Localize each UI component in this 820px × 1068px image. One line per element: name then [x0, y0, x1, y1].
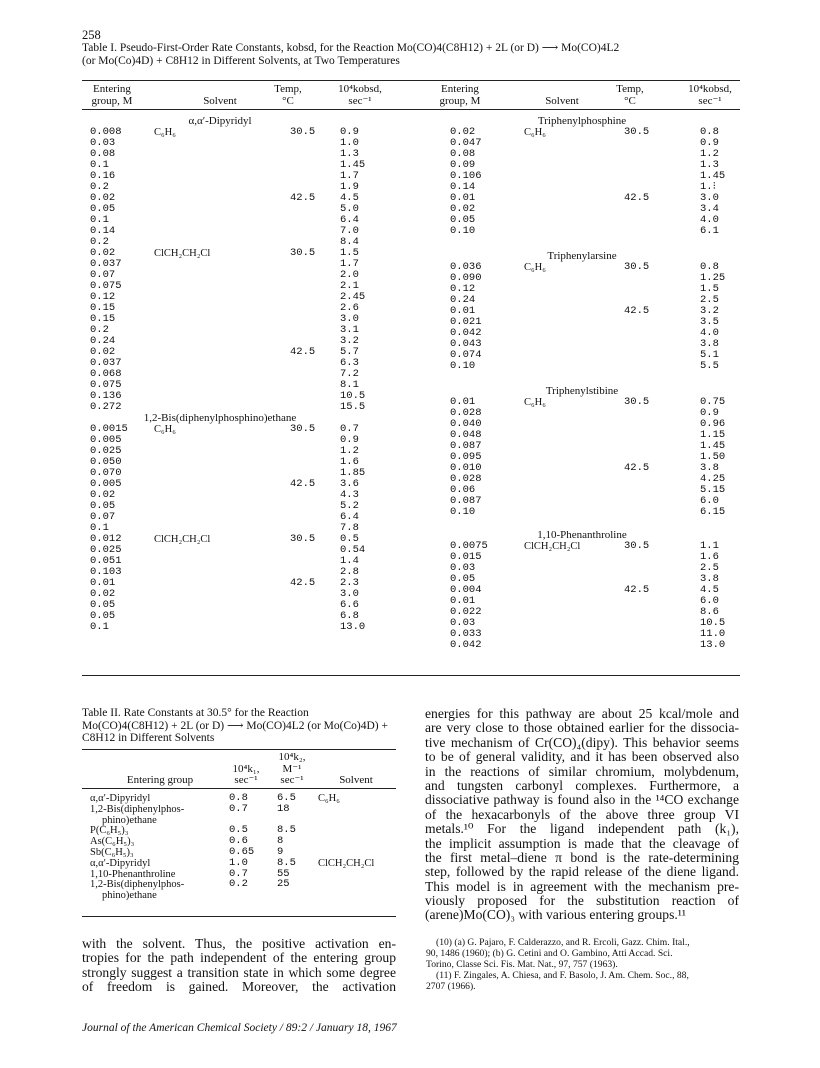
- reference-line: 90, 1486 (1960); (b) G. Cetini and O. Gambino, Atti Accad. Sci.: [426, 948, 673, 959]
- table1-header-temp-line1: Temp,: [274, 83, 302, 95]
- reference-line: (11) F. Zingales, A. Chiesa, and F. Basolo, J. Am. Chem. Soc., 88,: [436, 970, 689, 981]
- table1-temp-value: 30.5: [290, 126, 316, 138]
- table2-k1-value: 0.6: [229, 835, 248, 848]
- table1-kobsd-value: 2.8: [340, 566, 359, 578]
- table1-caption-line2: (or Mo(Co)4D) + C8H12 in Different Solvents, at Two Temperatures: [82, 55, 400, 67]
- text-line: in the reactions of similar chromium, molybdenum,: [425, 764, 739, 779]
- table1-entering-group-value: 0.022: [450, 606, 482, 618]
- table1-kobsd-value: 1.45: [700, 170, 726, 182]
- table1-kobsd-value: 5.2: [340, 500, 359, 512]
- table1-kobsd-value: 0.9: [700, 137, 719, 149]
- text-line: metals.¹⁰ For the ligand independent path (k₁),: [425, 822, 739, 837]
- table1-kobsd-value: 1.85: [340, 467, 366, 479]
- text-line: tive mechanism of Cr(CO)₄(dipy). This behavior seems: [425, 735, 739, 750]
- table1-entering-group-value: 0.02: [90, 489, 116, 501]
- table1-header-entering-group-right-line1: Entering: [441, 83, 479, 95]
- table1-kobsd-value: 4.3: [340, 489, 359, 501]
- text-line: and tungsten carbonyl complexes. Furthermore, a: [425, 778, 739, 793]
- left-column-text: [82, 937, 396, 995]
- table1-entering-group-value: 0.10: [450, 225, 476, 237]
- text-line: tropies for the path independent of the entering group: [82, 951, 396, 966]
- table1-kobsd-value: 0.9: [340, 126, 359, 138]
- table1-solvent-value: C₆H₆: [154, 424, 176, 435]
- journal-footer: Journal of the American Chemical Society / 89:2 / January 18, 1967: [82, 1022, 397, 1034]
- table1-entering-group-value: 0.07: [90, 269, 116, 281]
- text-line: This model is in agreement with the mechanism pre-: [425, 879, 739, 894]
- table1-kobsd-value: 3.5: [700, 316, 719, 328]
- table1-kobsd-value: 0.5: [340, 533, 359, 545]
- table1-header-kobsd-line1: 10⁴kobsd,: [338, 83, 382, 95]
- table2-k1-value: 0.8: [229, 792, 248, 804]
- table1-entering-group-value: 0.02: [450, 203, 476, 215]
- table1-kobsd-value: 5.15: [700, 484, 726, 496]
- table1-entering-group-value: 0.01: [450, 396, 476, 408]
- table1-entering-group-value: 0.15: [90, 313, 116, 325]
- table2-k1-value: 0.7: [229, 802, 248, 815]
- table1-kobsd-value: 8.6: [700, 606, 719, 618]
- table1-entering-group-value: 0.012: [90, 533, 122, 545]
- table1-entering-group-value: 0.106: [450, 170, 482, 182]
- table1-entering-group-value: 0.10: [450, 360, 476, 372]
- table1-entering-group-value: 0.037: [90, 258, 122, 270]
- table1-entering-group-value: 0.136: [90, 390, 122, 402]
- table1-entering-group-value: 0.047: [450, 137, 482, 149]
- table1-entering-group-value: 0.2: [90, 324, 109, 336]
- table1-header-solvent-right: Solvent: [545, 95, 579, 107]
- table1-kobsd-value: 6.3: [340, 357, 359, 369]
- table1-entering-group-value: 0.24: [450, 294, 476, 306]
- table1-kobsd-value: 3.8: [700, 462, 719, 474]
- table1-entering-group-value: 0.01: [90, 577, 116, 589]
- table1-solvent-value: ClCH₂CH₂Cl: [154, 248, 211, 259]
- table1-kobsd-value: 10.5: [700, 617, 726, 629]
- table2-entering-group-value: 1,2-Bis(diphenylphos-: [90, 879, 185, 891]
- table1-entering-group-value: 0.036: [450, 261, 482, 273]
- table2-k1-value: 0.7: [229, 867, 248, 880]
- table1-temp-value: 30.5: [624, 540, 650, 552]
- table1-temp-value: 42.5: [624, 462, 650, 474]
- table1-entering-group-value: 0.272: [90, 401, 122, 413]
- table1-entering-group-value: 0.095: [450, 451, 482, 463]
- table1-entering-group-value: 0.02: [90, 192, 116, 204]
- table2-header-k1-line2: sec⁻¹: [234, 774, 258, 786]
- table2-k1-value: 1.0: [229, 856, 248, 869]
- table1-kobsd-value: 3.8: [700, 573, 719, 585]
- text-line: step, followed by the rapid release of the diene ligand.: [425, 865, 739, 880]
- table1-kobsd-value: 1.15: [700, 429, 726, 441]
- table1-kobsd-value: 3.2: [340, 335, 359, 347]
- table1-kobsd-value: 4.5: [340, 192, 359, 204]
- table1-entering-group-value: 0.051: [90, 555, 122, 567]
- table1-temp-value: 30.5: [290, 533, 316, 545]
- table1-entering-group-value: 0.02: [90, 247, 116, 259]
- table1-solvent-value: C₆H₆: [524, 127, 546, 138]
- table1-kobsd-value: 1.2: [700, 148, 719, 160]
- table1-kobsd-value: 0.96: [700, 418, 726, 430]
- table1-entering-group-value: 0.09: [450, 159, 476, 171]
- table1-temp-value: 42.5: [624, 192, 650, 204]
- table2-entering-group-continuation: phino)ethane: [102, 890, 157, 902]
- table1-temp-value: 42.5: [290, 346, 316, 358]
- table2-solvent-value: ClCH₂CH₂Cl: [318, 857, 375, 869]
- table1-kobsd-value: 3.2: [700, 305, 719, 317]
- table2-k2-value: 9: [277, 846, 284, 858]
- table2-entering-group-value: α,α′-Dipyridyl: [90, 793, 151, 804]
- table1-kobsd-value: 8.1: [340, 379, 359, 391]
- text-line: the implicit assumption is made that the cleavage of: [425, 836, 739, 851]
- table1-kobsd-value: 6.4: [340, 214, 359, 226]
- table1-entering-group-value: 0.02: [450, 126, 476, 138]
- table1-header-entering-group-right-line2: group, M: [439, 95, 481, 107]
- table1-header-entering-group-line2: group, M: [91, 95, 133, 107]
- table1-entering-group-value: 0.028: [450, 473, 482, 485]
- table1-entering-group-value: 0.05: [90, 203, 116, 215]
- table2-header-entering-group: Entering group: [126, 774, 194, 786]
- table1-entering-group-value: 0.075: [90, 280, 122, 292]
- table2-entering-group-continuation: phino)ethane: [102, 814, 157, 826]
- table1-kobsd-value: 5.7: [340, 346, 359, 358]
- table1-kobsd-value: 3.0: [700, 192, 719, 204]
- table1-kobsd-value: 1.0: [340, 137, 359, 149]
- table1-caption-line1: Table I. Pseudo-First-Order Rate Constants, kobsd, for the Reaction Mo(CO)4(C8H12) + 2L (or D) ⟶ Mo(CO)4L2: [82, 42, 620, 54]
- text-line: to be of general validity, and it has been observed also: [425, 750, 739, 765]
- table1-header-temp-right-line2: °C: [624, 95, 636, 107]
- table1-entering-group-value: 0.05: [450, 573, 476, 585]
- table1-temp-value: 42.5: [624, 305, 650, 317]
- table1-entering-group-value: 0.06: [450, 484, 476, 496]
- table1-kobsd-value: 10.5: [340, 390, 366, 402]
- table1-entering-group-value: 0.042: [450, 327, 482, 339]
- text-line: are very close to those obtained earlier for the dissocia-: [425, 721, 739, 736]
- text-line: (arene)Mo(CO)₃ with various entering groups.¹¹: [425, 908, 686, 923]
- table1-kobsd-value: 1.5: [340, 247, 359, 259]
- table1-kobsd-value: 1.6: [340, 456, 359, 468]
- table1-entering-group-value: 0.03: [90, 137, 116, 149]
- table1-entering-group-value: 0.24: [90, 335, 116, 347]
- table1-right-ligand-heading: Triphenylarsine: [547, 250, 617, 262]
- table1-kobsd-value: 1.6: [700, 551, 719, 563]
- table1-entering-group-value: 0.2: [90, 236, 109, 248]
- table2-entering-group-value: As(C₆H₅)₃: [90, 836, 135, 848]
- table2-bottom-rule: [82, 916, 396, 917]
- table1-entering-group-value: 0.05: [90, 610, 116, 622]
- table1-kobsd-value: 6.8: [340, 610, 359, 622]
- table1-entering-group-value: 0.074: [450, 349, 482, 361]
- table1-temp-value: 42.5: [290, 478, 316, 490]
- table2-entering-group-value: 1,10-Phenanthroline: [90, 868, 176, 880]
- table1-kobsd-value: 7.2: [340, 368, 359, 380]
- table1-kobsd-value: 5.1: [700, 349, 719, 361]
- table1-entering-group-value: 0.14: [450, 181, 476, 193]
- table1-entering-group-value: 0.103: [90, 566, 122, 578]
- table2-entering-group-value: α,α′-Dipyridyl: [90, 857, 151, 869]
- table1-entering-group-value: 0.1: [90, 522, 109, 534]
- table1-kobsd-value: 0.7: [340, 423, 359, 435]
- table1-kobsd-value: 1.⁝: [700, 181, 716, 193]
- table1-entering-group-value: 0.14: [90, 225, 116, 237]
- reference-line: 2707 (1966).: [426, 981, 476, 992]
- table1-entering-group-value: 0.008: [90, 126, 122, 138]
- table1-entering-group-value: 0.01: [450, 192, 476, 204]
- table1-header-solvent: Solvent: [203, 95, 237, 107]
- table1-entering-group-value: 0.05: [90, 599, 116, 611]
- table1-kobsd-value: 2.5: [700, 562, 719, 574]
- table1-right-ligand-heading: Triphenylphosphine: [537, 115, 627, 127]
- table2-caption-line3: C8H12 in Different Solvents: [82, 732, 215, 744]
- table1-kobsd-value: 1.3: [340, 148, 359, 160]
- table2-k1-value: 0.5: [229, 824, 248, 837]
- table1-entering-group-value: 0.1: [90, 621, 109, 633]
- page-number: 258: [82, 28, 101, 42]
- table1-entering-group-value: 0.015: [450, 551, 482, 563]
- table1-entering-group-value: 0.10: [450, 506, 476, 518]
- table1-kobsd-value: 1.9: [340, 181, 359, 193]
- table2-k1-value: 0.2: [229, 878, 248, 891]
- table1-entering-group-value: 0.02: [90, 346, 116, 358]
- table2-header-k1-line1: 10⁴k₁,: [232, 763, 260, 775]
- table1-kobsd-value: 0.8: [700, 261, 719, 273]
- table1-entering-group-value: 0.01: [450, 595, 476, 607]
- table1-kobsd-value: 1.45: [340, 159, 366, 171]
- table1-kobsd-value: 1.7: [340, 258, 359, 270]
- right-column-text: [425, 707, 739, 923]
- table1-entering-group-value: 0.040: [450, 418, 482, 430]
- table1-temp-value: 30.5: [624, 396, 650, 408]
- text-line: strongly suggest a transition state in which some degree: [82, 965, 396, 980]
- table2-entering-group-value: 1,2-Bis(diphenylphos-: [90, 803, 185, 815]
- table1-header-entering-group-line1: Entering: [93, 83, 131, 95]
- table1-kobsd-value: 1.50: [700, 451, 726, 463]
- table1-kobsd-value: 7.0: [340, 225, 359, 237]
- table1-header-temp-line2: °C: [282, 95, 294, 107]
- table1-temp-value: 30.5: [624, 126, 650, 138]
- table1-entering-group-value: 0.01: [450, 305, 476, 317]
- table1-entering-group-value: 0.12: [90, 291, 116, 303]
- table1-entering-group-value: 0.08: [90, 148, 116, 160]
- table1-entering-group-value: 0.03: [450, 617, 476, 629]
- text-line: dissociative pathway is found also in the ¹⁴CO exchange: [425, 793, 739, 808]
- table1-entering-group-value: 0.05: [90, 500, 116, 512]
- table1-kobsd-value: 2.1: [340, 280, 359, 292]
- table2-k2-value: 6.5: [277, 792, 296, 804]
- table1-kobsd-value: 1.7: [340, 170, 359, 182]
- table1-entering-group-value: 0.070: [90, 467, 122, 479]
- table1-kobsd-value: 6.15: [700, 506, 726, 518]
- table1-temp-value: 30.5: [624, 261, 650, 273]
- table1-solvent-value: C₆H₆: [524, 262, 546, 273]
- table2-k2-value: 8.5: [277, 856, 296, 869]
- table1-kobsd-value: 6.6: [340, 599, 359, 611]
- table1-kobsd-value: 1.3: [700, 159, 719, 171]
- table1-kobsd-value: 11.0: [700, 628, 726, 640]
- table1-kobsd-value: 2.3: [340, 577, 359, 589]
- table1-entering-group-value: 0.043: [450, 338, 482, 350]
- table2-top-rule: [82, 749, 396, 750]
- table1-entering-group-value: 0.033: [450, 628, 482, 640]
- table2-entering-group-value: Sb(C₆H₅)₃: [90, 847, 134, 858]
- text-line: viously proposed for the substitution reaction of: [425, 894, 739, 909]
- table1-kobsd-value: 13.0: [700, 639, 726, 651]
- table1-entering-group-value: 0.16: [90, 170, 116, 182]
- table1-solvent-value: ClCH₂CH₂Cl: [524, 541, 581, 552]
- table1-kobsd-value: 3.8: [700, 338, 719, 350]
- table1-solvent-value: C₆H₆: [154, 127, 176, 138]
- table1-solvent-value: ClCH₂CH₂Cl: [154, 534, 211, 545]
- table2: [0, 0, 420, 920]
- table1-kobsd-value: 8.4: [340, 236, 359, 248]
- table1-kobsd-value: 5.0: [340, 203, 359, 215]
- table1-entering-group-value: 0.075: [90, 379, 122, 391]
- table1-entering-group-value: 0.0075: [450, 540, 488, 552]
- table1-temp-value: 42.5: [290, 577, 316, 589]
- table1-kobsd-value: 4.5: [700, 584, 719, 596]
- table1-kobsd-value: 15.5: [340, 401, 366, 413]
- table1-entering-group-value: 0.090: [450, 272, 482, 284]
- text-line: of the hexacarbonyls of the above three group VI: [425, 807, 739, 822]
- table1-temp-value: 30.5: [290, 247, 316, 259]
- table1-entering-group-value: 0.03: [450, 562, 476, 574]
- table1-entering-group-value: 0.028: [450, 407, 482, 419]
- table1-entering-group-value: 0.2: [90, 181, 109, 193]
- table1-kobsd-value: 4.25: [700, 473, 726, 485]
- table1-kobsd-value: 4.0: [700, 214, 719, 226]
- references: [426, 937, 740, 992]
- table2-caption-line2: Mo(CO)4(C8H12) + 2L (or D) ⟶ Mo(CO)4L2 (or Mo(Co)4D) +: [82, 719, 388, 732]
- reference-line: (10) (a) G. Pajaro, F. Calderazzo, and R. Ercoli, Gazz. Chim. Ital.,: [436, 937, 690, 948]
- table1-kobsd-value: 3.6: [340, 478, 359, 490]
- table2-caption-line1: Table II. Rate Constants at 30.5° for the Reaction: [82, 707, 309, 719]
- table1-kobsd-value: 1.1: [700, 540, 719, 552]
- table1-entering-group-value: 0.087: [450, 495, 482, 507]
- table2-k1-value: 0.65: [229, 846, 255, 858]
- table1-kobsd-value: 0.8: [700, 126, 719, 138]
- table2-header-rule: [82, 788, 396, 789]
- table1-kobsd-value: 2.6: [340, 302, 359, 314]
- table1-kobsd-value: 6.1: [700, 225, 719, 237]
- table1-left-ligand-heading: 1,2-Bis(diphenylphosphino)ethane: [143, 412, 297, 424]
- table2-header-k2-line2: M⁻¹: [282, 763, 302, 775]
- table1-entering-group-value: 0.12: [450, 283, 476, 295]
- table1-kobsd-value: 3.0: [340, 313, 359, 325]
- table1-kobsd-value: 1.5: [700, 283, 719, 295]
- table1-entering-group-value: 0.07: [90, 511, 116, 523]
- table1-entering-group-value: 0.005: [90, 478, 122, 490]
- table1-right-ligand-heading: 1,10-Phenanthroline: [537, 529, 627, 541]
- table1-entering-group-value: 0.05: [450, 214, 476, 226]
- table1-kobsd-value: 2.0: [340, 269, 359, 281]
- table1-temp-value: 42.5: [290, 192, 316, 204]
- table1-kobsd-value: 0.9: [340, 434, 359, 446]
- table1-kobsd-value: 0.75: [700, 396, 726, 408]
- table1-entering-group-value: 0.1: [90, 159, 109, 171]
- table1-entering-group-value: 0.15: [90, 302, 116, 314]
- table1-entering-group-value: 0.0015: [90, 423, 128, 435]
- table1-kobsd-value: 0.9: [700, 407, 719, 419]
- table1-entering-group-value: 0.08: [450, 148, 476, 160]
- text-line: the first metal–diene π bond is the rate-determining: [425, 850, 739, 865]
- table1-header-kobsd-right-line2: sec⁻¹: [698, 95, 722, 107]
- table1-kobsd-value: 6.0: [700, 595, 719, 607]
- table2-k2-value: 8.5: [277, 824, 296, 837]
- table1-kobsd-value: 3.4: [700, 203, 719, 215]
- table1-kobsd-value: 13.0: [340, 621, 366, 633]
- table1-kobsd-value: 6.0: [700, 495, 719, 507]
- table2-k2-value: 8: [277, 835, 284, 848]
- table1-kobsd-value: 1.25: [700, 272, 726, 284]
- table1-entering-group-value: 0.037: [90, 357, 122, 369]
- table1-entering-group-value: 0.025: [90, 544, 122, 556]
- table1-kobsd-value: 3.1: [340, 324, 359, 336]
- table2-header-solvent: Solvent: [339, 774, 373, 786]
- table1-kobsd-value: 2.45: [340, 291, 366, 303]
- table1-kobsd-value: 1.45: [700, 440, 726, 452]
- table1-header-kobsd-line2: sec⁻¹: [348, 95, 372, 107]
- table2-k2-value: 25: [277, 878, 290, 891]
- table1-kobsd-value: 4.0: [700, 327, 719, 339]
- table2-k2-value: 18: [277, 802, 290, 815]
- table1-kobsd-value: 7.8: [340, 522, 359, 534]
- table1-kobsd-value: 1.2: [340, 445, 359, 457]
- table1-header-kobsd-right-line1: 10⁴kobsd,: [688, 83, 732, 95]
- table1-kobsd-value: 3.0: [340, 588, 359, 600]
- table2-solvent-value: C₆H₆: [318, 793, 340, 804]
- table1-kobsd-value: 2.5: [700, 294, 719, 306]
- text-line: of freedom is gained. Moreover, the activation: [82, 980, 396, 995]
- table1-entering-group-value: 0.048: [450, 429, 482, 441]
- table1-entering-group-value: 0.068: [90, 368, 122, 380]
- reference-line: Torino, Classe Sci. Fis. Mat. Nat., 97, 757 (1963).: [426, 959, 618, 970]
- table2-header-k2-line3: sec⁻¹: [280, 774, 304, 786]
- table1-solvent-value: C₆H₆: [524, 397, 546, 408]
- table2-header-k2-line1: 10⁴k₂,: [278, 751, 306, 763]
- table2-entering-group-value: P(C₆H₅)₃: [90, 825, 129, 837]
- table1-kobsd-value: 6.4: [340, 511, 359, 523]
- table1-entering-group-value: 0.010: [450, 462, 482, 474]
- table2-k2-value: 55: [277, 867, 290, 880]
- table1-kobsd-value: 0.54: [340, 544, 366, 556]
- table1-entering-group-value: 0.02: [90, 588, 116, 600]
- table1-right-ligand-heading: Triphenylstibine: [545, 385, 619, 397]
- table1-entering-group-value: 0.025: [90, 445, 122, 457]
- table1-entering-group-value: 0.005: [90, 434, 122, 446]
- table1-left-ligand-heading: α,α′-Dipyridyl: [188, 115, 252, 127]
- table1-entering-group-value: 0.004: [450, 584, 482, 596]
- table1-entering-group-value: 0.1: [90, 214, 109, 226]
- text-line: energies for this pathway are about 25 kcal/mole and: [425, 707, 739, 721]
- table1-temp-value: 42.5: [624, 584, 650, 596]
- table1-entering-group-value: 0.050: [90, 456, 122, 468]
- table1-kobsd-value: 1.4: [340, 555, 359, 567]
- table1-header-temp-right-line1: Temp,: [616, 83, 644, 95]
- table1-entering-group-value: 0.021: [450, 316, 482, 328]
- table1-kobsd-value: 5.5: [700, 360, 719, 372]
- table1-entering-group-value: 0.087: [450, 440, 482, 452]
- table1-temp-value: 30.5: [290, 423, 316, 435]
- text-line: with the solvent. Thus, the positive activation en-: [82, 937, 396, 951]
- table1-entering-group-value: 0.042: [450, 639, 482, 651]
